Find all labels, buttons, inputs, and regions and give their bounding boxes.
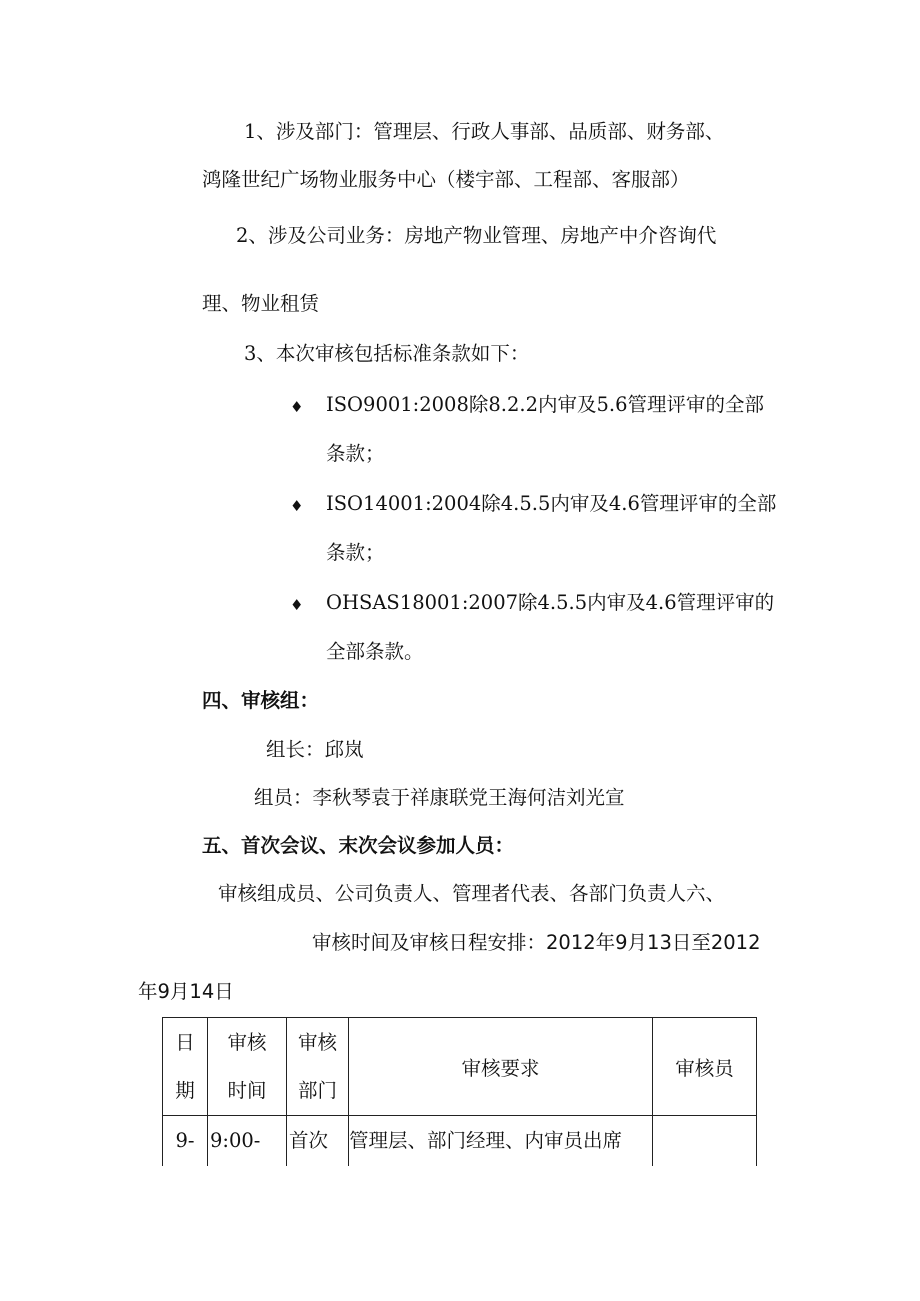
- header-time-line2: 时间: [227, 1078, 267, 1102]
- team-leader: 组长：邱岚: [266, 738, 364, 761]
- scope-item1-line1: 1、涉及部门：管理层、行政人事部、品质部、财务部、: [244, 120, 725, 143]
- table-header-row: [163, 1018, 757, 1116]
- schedule-date-continuation: 年9月14日: [138, 980, 234, 1003]
- header-time: [208, 1018, 287, 1116]
- header-dept: [287, 1018, 349, 1116]
- row-date: 9-: [163, 1116, 208, 1167]
- team-members: 组员：李秋琴袁于祥康联党王海何洁刘光宣: [254, 786, 625, 809]
- header-date-line2: 期: [175, 1078, 195, 1102]
- row-auditor: [653, 1116, 757, 1167]
- header-dept-line2: 部门: [297, 1078, 337, 1102]
- clause-iso14001-line2: 条款；: [326, 541, 385, 564]
- row-requirement: 管理层、部门经理、内审员出席: [349, 1116, 653, 1167]
- diamond-bullet-icon: ♦: [290, 398, 304, 416]
- row-dept: 首次: [287, 1116, 349, 1167]
- clause-ohsas18001-line2: 全部条款。: [326, 640, 424, 663]
- clause-iso14001-line1: ISO14001:2004除4.5.5内审及4.6管理评审的全部: [326, 492, 777, 515]
- scope-item2-line1: 2、涉及公司业务：房地产物业管理、房地产中介咨询代: [236, 224, 717, 247]
- meeting-heading: 五、首次会议、末次会议参加人员：: [202, 834, 515, 857]
- table-row: [163, 1116, 757, 1167]
- scope-item2-line2: 理、物业租赁: [202, 292, 320, 315]
- header-time-line1: 审核: [227, 1030, 267, 1054]
- schedule-table: [162, 1017, 757, 1166]
- header-dept-line1: 审核: [297, 1030, 337, 1054]
- diamond-bullet-icon: ♦: [290, 596, 304, 614]
- header-requirement: 审核要求: [349, 1018, 653, 1116]
- header-date: [163, 1018, 208, 1116]
- scope-item3: 3、本次审核包括标准条款如下：: [244, 342, 530, 365]
- team-heading: 四、审核组：: [202, 689, 320, 712]
- schedule-heading: 审核时间及审核日程安排：2012年9月13日至2012: [312, 931, 761, 954]
- clause-iso9001-line1: ISO9001:2008除8.2.2内审及5.6管理评审的全部: [326, 393, 764, 416]
- header-auditor: 审核员: [653, 1018, 757, 1116]
- scope-item1-line2: 鸿隆世纪广场物业服务中心（楼宇部、工程部、客服部）: [202, 168, 690, 191]
- clause-iso9001-line2: 条款；: [326, 442, 385, 465]
- row-time: 9:00-: [208, 1116, 287, 1167]
- meeting-attendees: 审核组成员、公司负责人、管理者代表、各部门负责人六、: [218, 882, 726, 905]
- diamond-bullet-icon: ♦: [290, 497, 304, 515]
- clause-ohsas18001-line1: OHSAS18001:2007除4.5.5内审及4.6管理评审的: [326, 591, 775, 614]
- header-date-line1: 日: [175, 1030, 195, 1054]
